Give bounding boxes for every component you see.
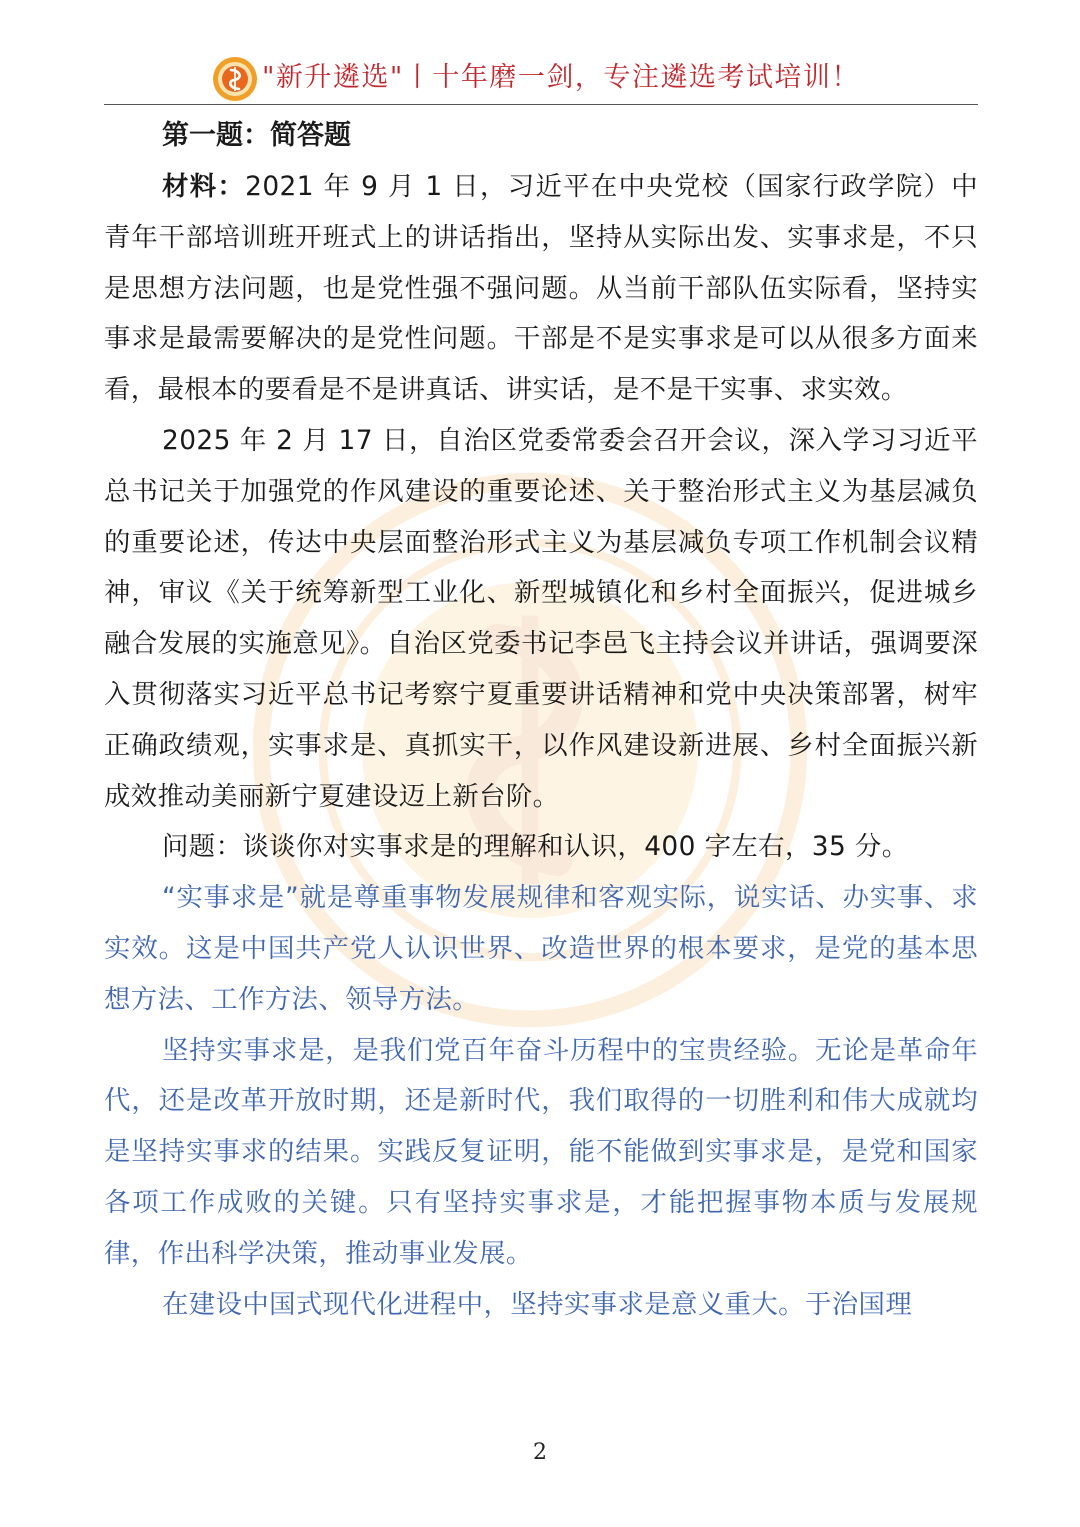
material-paragraph-2: 2025 年 2 月 17 日，自治区党委常委会召开会议，深入学习习近平总书记关于加强党的作风建设的重要论述、关于整治形式主义为基层减负的重要论述，传达中央层面整治形式主义为基层减负专项工作机制会议精神，审议《关于统筹新型工业化、新型城镇化和乡村全面振兴，促进城乡融合发展的实施意见》。自治区党委书记李邑飞主持会议并讲话，强调要深入贯彻落实习近平总书记考察宁夏重要讲话精神和党中央决策部署，树牢正确政绩观，实事求是、真抓实干，以作风建设新进展、乡村全面振兴新成效推动美丽新宁夏建设迈上新台阶。 <box>104 424 978 812</box>
question-text: 问题：谈谈你对实事求是的理解和认识，400 字左右，35 分。 <box>162 831 909 863</box>
header-title: "新升遴选"丨十年磨一剑，专注遴选考试培训！ <box>262 62 860 93</box>
answer-paragraph-2: 坚持实事求是，是我们党百年奋斗历程中的宝贵经验。无论是革命年代，还是改革开放时期，还是新时代，我们取得的一切胜利和伟大成就均是坚持实事求的结果。实践反复证明，能不能做到实事求是，是党和国家各项工作成败的关键。只有坚持实事求是，才能把握事物本质与发展规律，作出科学决策，推动事业发展。 <box>104 1034 978 1269</box>
document-body <box>104 110 978 1330</box>
orange-circle-logo-icon <box>212 56 258 102</box>
page-number: 2 <box>533 1440 547 1465</box>
answer-paragraph-3: 在建设中国式现代化进程中，坚持实事求是意义重大。于治国理 <box>162 1288 913 1320</box>
material-paragraph-1-text: 2021 年 9 月 1 日，习近平在中央党校（国家行政学院）中青年干部培训班开班式上的讲话指出，坚持从实际出发、实事求是，不只是思想方法问题，也是党性强不强问题。从当前干部队伍实际看，坚持实事求是最需要解决的是党性问题。干部是不是实事求是可以从很多方面来看，最根本的要看是不是讲真话、讲实话，是不是干实事、求实效。 <box>104 171 978 406</box>
section-title: 第一题：简答题 <box>162 120 351 151</box>
answer-paragraph-1: “实事求是”就是尊重事物发展规律和客观实际，说实话、办实事、求实效。这是中国共产党人认识世界、改造世界的根本要求，是党的基本思想方法、工作方法、领导方法。 <box>104 882 978 1015</box>
material-paragraph-1 <box>104 162 978 416</box>
material-label: 材料： <box>162 171 246 202</box>
